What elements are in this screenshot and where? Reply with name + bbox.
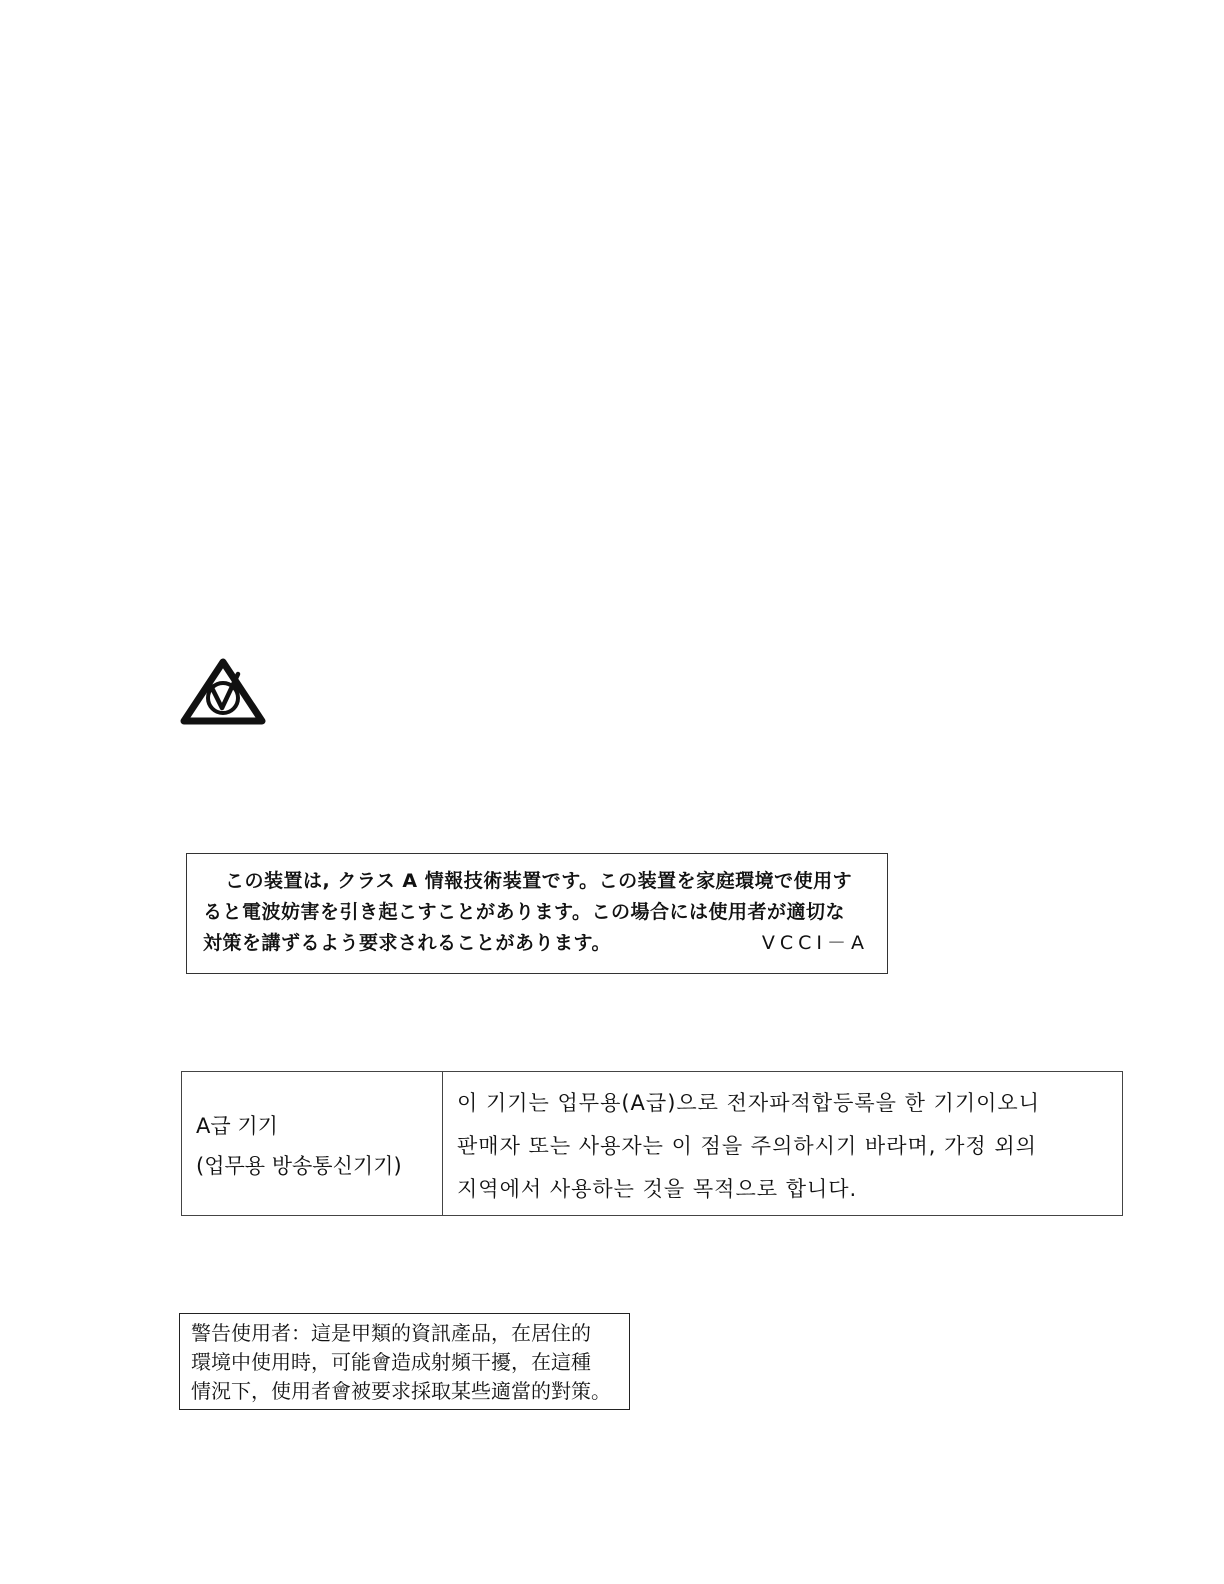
kc-line-3: 지역에서 사용하는 것을 목적으로 합니다. — [457, 1177, 858, 1201]
kc-class-sublabel: (업무용 방송통신기기) — [196, 1154, 402, 1178]
kc-notice-table — [181, 1071, 1123, 1216]
kc-notice-cell — [443, 1072, 1122, 1215]
kc-line-1: 이 기기는 업무용(A급)으로 전자파적합등록을 한 기기이오니 — [457, 1091, 1040, 1115]
rcm-compliance-icon — [178, 656, 268, 728]
kc-line-2: 판매자 또는 사용자는 이 점을 주의하시기 바라며, 가정 외의 — [457, 1134, 1037, 1158]
vcci-class-code: VCCI－A — [761, 932, 869, 954]
bsmi-line-3: 情況下，使用者會被要求採取某些適當的對策。 — [191, 1379, 611, 1403]
bsmi-line-1: 警告使用者：這是甲類的資訊產品，在居住的 — [191, 1321, 591, 1345]
vcci-line-1: この装置は, クラス A 情報技術装置です。この装置を家庭環境で使用す — [225, 870, 853, 892]
kc-class-label: A급 기기 — [196, 1114, 278, 1138]
bsmi-line-2: 環境中使用時，可能會造成射頻干擾，在這種 — [191, 1350, 591, 1374]
bsmi-warning-box — [179, 1313, 630, 1410]
vcci-line-3: 対策を講ずるよう要求されることがあります。 — [203, 932, 611, 954]
vcci-line-3-row — [203, 928, 873, 959]
vcci-notice-box — [186, 853, 888, 974]
kc-class-cell — [182, 1072, 443, 1215]
vcci-line-2: ると電波妨害を引き起こすことがあります。この場合には使用者が適切な — [203, 901, 845, 923]
